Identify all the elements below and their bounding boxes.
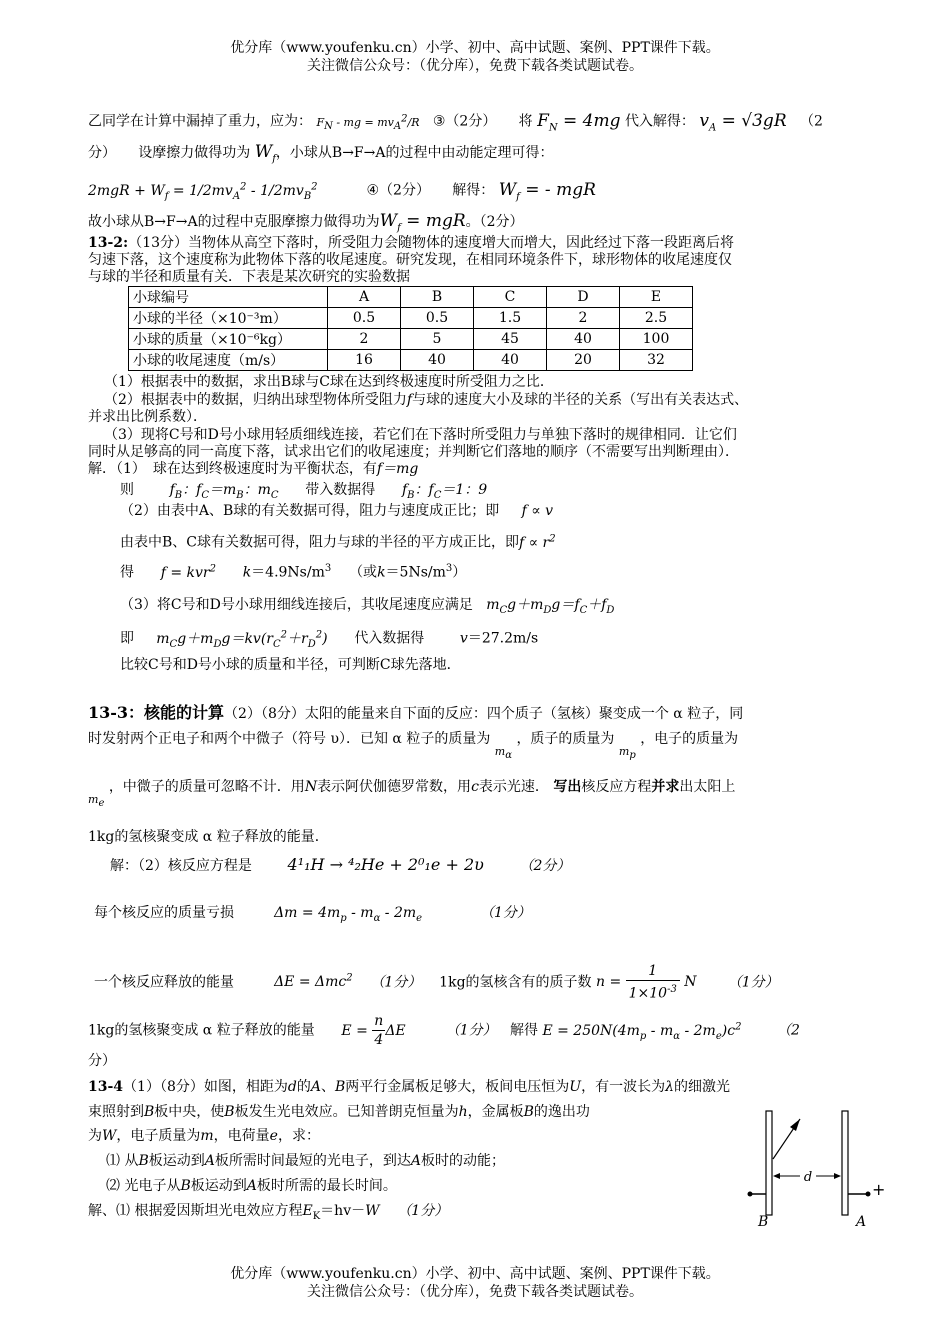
- terminal-a: [866, 1192, 871, 1197]
- table-cell: B: [401, 287, 474, 308]
- q13-2-q2-cont: 并求出比例系数）．: [88, 409, 207, 425]
- table-cell: 小球的质量（×10⁻⁶kg）: [129, 329, 328, 350]
- part1-line-2: 分） 设摩擦力做得功为 $W_f$，小球从B→F→A的过程中由动能定理可得：: [88, 142, 554, 165]
- table-row: [129, 287, 693, 308]
- table-cell: 45: [474, 329, 547, 350]
- q13-4-q2: ⑵ 光电子从B板运动到A板时所需的最长时间。: [106, 1178, 397, 1194]
- plus-sign: +: [872, 1180, 886, 1199]
- header-line-2: 关注微信公众号：（优分库），免费下载各类试题试卷。: [307, 58, 643, 74]
- q13-2-line-3: 与球的半径和质量有关．下表是某次研究的实验数据: [88, 269, 410, 285]
- table-row: [129, 329, 693, 350]
- plate-a: [842, 1111, 848, 1215]
- q13-4-sol-1: 解、⑴ 根据爱因斯坦光电效应方程$E_K=hv-W$ （1分）: [88, 1203, 449, 1222]
- q13-2-line-2: 匀速下落，这个速度称为此物体下落的收尾速度。研究发现，在相同环境条件下，球形物体的收尾速度仅: [88, 252, 732, 268]
- terminal-b: [748, 1192, 753, 1197]
- q13-3-sol-1: 解：（2）核反应方程是 4¹₁H → ⁴₂He + 2⁰₁e + 2υ （2分）: [110, 855, 571, 874]
- table-cell: C: [474, 287, 547, 308]
- table-cell: 5: [401, 329, 474, 350]
- q13-2-sol-1: 解．（1） 球在达到终极速度时为平衡状态，有f＝mg: [88, 461, 419, 477]
- label-a: A: [856, 1214, 867, 1230]
- q13-3-line-4: 1kg的氢核聚变成 α 粒子释放的能量．: [88, 829, 329, 845]
- q13-2-q2: （2）根据表中的数据，归纳出球型物体所受阻力f与球的速度大小及球的半径的关系（写出有关表达式、: [104, 392, 749, 408]
- q13-3-sol-2: 每个核反应的质量亏损 $\Delta m = 4m_p - m_\alpha - 2m_e$ （1分）: [94, 905, 531, 924]
- header-line-1: 优分库（www.youfenku.cn）小学、初中、高中试题、案例、PPT课件下载。: [230, 40, 720, 56]
- table-cell: 100: [620, 329, 693, 350]
- q13-2-q3-cont: 同时从足够高的同一高度下落，试求出它们的收尾速度；并判断它们落地的顺序（不需要写出判断理由）．: [88, 444, 739, 460]
- table-cell: E: [620, 287, 693, 308]
- table-cell: 16: [328, 350, 401, 371]
- table-cell: 0.5: [401, 308, 474, 329]
- table-row: [129, 350, 693, 371]
- table-cell: 2: [547, 308, 620, 329]
- q13-3-line-1: 13-3：核能的计算（2）（8分）太阳的能量来自下面的反应：四个质子（氢核）聚变成一个 α 粒子，同: [88, 703, 744, 722]
- q13-2-sol-7: 即 $m_Cg+m_Dg=kv(r_C^2+r_D^2)$ 代入数据得 v＝27.2m/s: [120, 629, 539, 650]
- table-cell: 2.5: [620, 308, 693, 329]
- d-label: d: [803, 1170, 813, 1185]
- q13-3-sol-4: 1kg的氢核聚变成 α 粒子释放的能量 E = $\frac{n}{4}$ ΔE （1分） 解得 $E = 250N(4m_p - m_\alpha - 2m_e)c^2$ （2: [88, 1013, 800, 1048]
- table-cell: 小球编号: [129, 287, 328, 308]
- q13-3-sol-3: 一个核反应释放的能量 ΔE = Δmc$^2$ （1分） 1kg的氢核含有的质子数 n = $\frac{1}{1\times 10^{-3}}$ N （1分）: [94, 963, 779, 1002]
- plate-b: [766, 1111, 772, 1215]
- q13-2-sol-5: 得 f = kvr$^2$ $k=4.9Ns/m^3$ （或$k=5Ns/m^3$）: [120, 563, 467, 581]
- part1-line-4: 故小球从B→F→A的过程中克服摩擦力做得功为$W_f$ = mgR。（2分）: [88, 211, 524, 234]
- d-arrow-right: [834, 1173, 841, 1179]
- q13-4-line-1: 13-4（1）（8分）如图，相距为d的A、B两平行金属板足够大，板间电压恒为U，有一波长为λ的细激光: [88, 1079, 730, 1095]
- parallel-plates-figure: [740, 1105, 890, 1235]
- table-cell: A: [328, 287, 401, 308]
- q13-2-q1: （1）根据表中的数据，求出B球与C球在达到终极速度时所受阻力之比．: [104, 374, 554, 390]
- table-cell: 小球的收尾速度（m/s）: [129, 350, 328, 371]
- footer-line-2: 关注微信公众号：（优分库），免费下载各类试题试卷。: [307, 1284, 643, 1300]
- q13-4-q1: ⑴ 从B板运动到A板所需时间最短的光电子，到达A板时的动能；: [106, 1153, 505, 1169]
- table-cell: 40: [401, 350, 474, 371]
- label-b: B: [758, 1214, 769, 1230]
- q13-4-line-2: 束照射到B板中央，使B板发生光电效应。已知普朗克恒量为h，金属板B的逸出功: [88, 1104, 590, 1120]
- q13-4-line-3: 为W，电子质量为m，电荷量e，求：: [88, 1128, 320, 1144]
- table-cell: 40: [474, 350, 547, 371]
- table-cell: 20: [547, 350, 620, 371]
- footer-line-1: 优分库（www.youfenku.cn）小学、初中、高中试题、案例、PPT课件下载。: [230, 1266, 720, 1282]
- table-row: [129, 308, 693, 329]
- laser-arrowhead: [790, 1119, 800, 1131]
- data-table: [128, 286, 693, 371]
- q13-2-line-1: 13-2:（13分）当物体从高空下落时，所受阻力会随物体的速度增大而增大，因此经过下落一段距离后将: [88, 235, 735, 251]
- q13-2-q3: （3）现将C号和D号小球用轻质细线连接，若它们在下落时所受阻力与单独下落时的规律相同．让它们: [104, 427, 737, 443]
- q13-3-sol-5: 分）: [88, 1053, 116, 1069]
- table-cell: 2: [328, 329, 401, 350]
- q13-2-sol-8: 比较C号和D号小球的质量和半径，可判断C球先落地．: [120, 657, 461, 673]
- q13-2-sol-2: 则 $f_B$：$f_C=m_B$：$m_C$ 带入数据得 $f_B$：$f_C=1$：9: [120, 482, 488, 501]
- q13-3-line-3: $_{m_e}$ ，中微子的质量可忽略不计．用N表示阿伏伽德罗常数，用c表示光速． 写出核反应方程并求出太阳上: [88, 779, 736, 810]
- part1-line-3: $2mgR + W_f = 1/2mv_A^2 - 1/2mv_B^2$ ④（2分） 解得： $W_f$ = - mgR: [88, 179, 596, 203]
- table-cell: 32: [620, 350, 693, 371]
- table-cell: 1.5: [474, 308, 547, 329]
- table-cell: D: [547, 287, 620, 308]
- q13-2-sol-6: （3）将C号和D号小球用细线连接后，其收尾速度应满足 $m_Cg+m_Dg=f_C+f_D$: [120, 597, 615, 616]
- table-cell: 0.5: [328, 308, 401, 329]
- q13-2-sol-3: （2）由表中A、B球的有关数据可得，阻力与速度成正比；即 f ∝ v: [120, 503, 554, 519]
- q13-2-sol-4: 由表中B、C球有关数据可得，阻力与球的半径的平方成正比，即$f \propto r^2$: [120, 533, 556, 551]
- part1-line-1: 乙同学在计算中漏掉了重力，应为： $F_N$ - mg = $mv_A^2/R$ ③（2分） 将 $F_N = 4mg$ 代入解得： $v_A = √3gR$ （2: [88, 110, 823, 134]
- table-cell: 40: [547, 329, 620, 350]
- table-cell: 小球的半径（×10⁻³m）: [129, 308, 328, 329]
- q13-3-line-2: 时发射两个正电子和两个中微子（符号 υ）．已知 α 粒子的质量为 $_{m_\alpha}$ ，质子的质量为 $_{m_p}$ ，电子的质量为: [88, 731, 739, 762]
- d-arrow-left: [773, 1173, 780, 1179]
